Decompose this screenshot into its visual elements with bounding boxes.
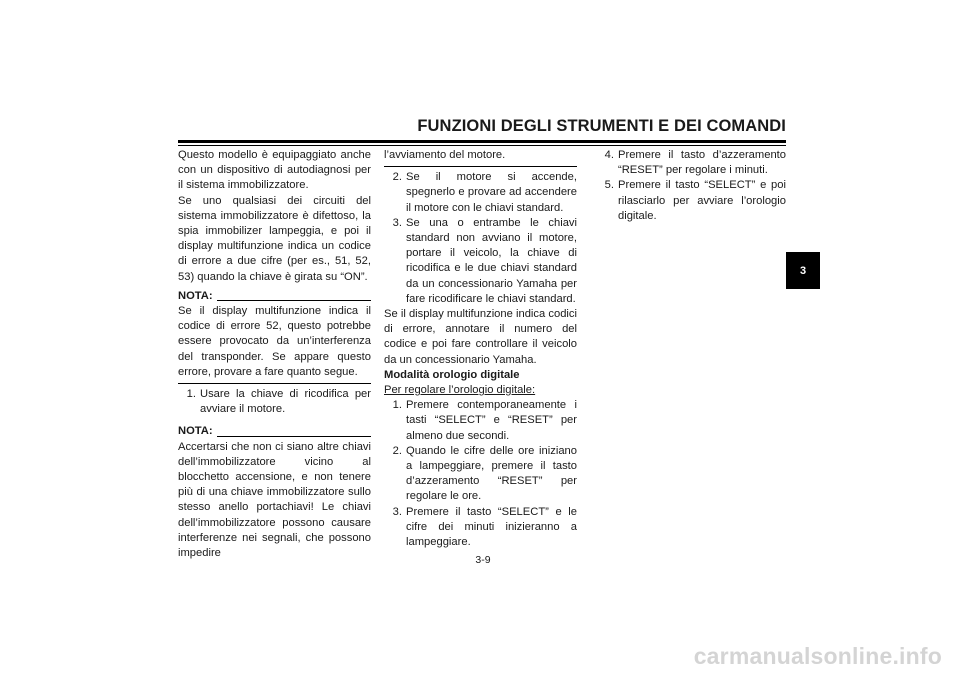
nota-text: Se il display multifunzione indica il codice di errore 52, questo potrebbe essere provocato da un’interferenza del transponder. Se appare questo errore, provare a fare quanto segue. [178,305,371,378]
header-rule-thin [178,145,786,146]
watermark: carmanualsonline.info [693,643,942,669]
nota-rule [217,300,371,301]
list-item [596,178,786,224]
list-number: 2. [392,171,402,184]
nota-heading [178,289,371,304]
list-item [384,216,577,307]
nota-label: NOTA: [178,425,213,438]
list-number: 3. [392,505,402,518]
list-text: Se una o entrambe le chiavi standard non avviano il motore, portare il veicolo, la chiave di ricodifica e le due chiavi standard da un concessionario Yamaha per fare ricodificare le chiavi standard. [406,216,577,305]
nota-text: Accertarsi che non ci siano altre chiavi dell’immobilizzatore vicino al blocchetto accensione, e non tenere più di una chiave immobilizzatore sullo stesso anello portachiavi! Le chiavi dell’immobilizzatore possono causare interferenze nei segnali, che possono impedire [178,440,371,560]
list-number: 4. [604,149,614,161]
list-text: Premere contemporaneamente i tasti “SELECT” e “RESET” per almeno due secondi. [406,399,577,442]
nota-rule [217,436,371,437]
nota-heading [178,424,371,439]
list-item [596,148,786,178]
section-heading: Modalità orologio digitale [384,368,520,381]
list-item [384,505,577,551]
list-text: Usare la chiave di ricodifica per avviare il motore. [200,388,371,416]
list-number: 5. [604,179,614,192]
paragraph-error-codes: Se il display multifunzione indica codici di errore, annotare il numero del codice e poi fare controllare il veicolo da un concessionario Yamaha. [384,308,577,366]
nota-end-rule [384,166,577,167]
list-item [178,387,371,417]
list-number: 1. [186,388,196,401]
list-item [384,170,577,216]
nota-end-rule [178,383,371,384]
nota-label: NOTA: [178,289,213,302]
right-column [596,148,786,224]
list-text: Premere il tasto “SELECT” e le cifre dei minuti inizieranno a lampeggiare. [406,505,577,549]
list-number: 3. [392,216,402,229]
list-item [384,398,577,444]
page-header-title: FUNZIONI DEGLI STRUMENTI E DEI COMANDI [417,117,786,135]
paragraph-circuits: Se uno qualsiasi dei circuiti del sistema immobilizzatore è difettoso, la spia immobilizer lampeggia, e poi il display multifunzione indica un codice di errore a due cifre (per es., 51, 52, 53) quando la chiave è girata su “ON”. [178,194,371,283]
subsection-heading: Per regolare l’orologio digitale: [384,384,536,397]
list-text: Quando le cifre delle ore iniziano a lampeggiare, premere il tasto d’azzeramento “RESET” per regolare le ore. [406,444,577,503]
list-text: Premere il tasto d’azzeramento “RESET” per regolare i minuti. [618,149,786,177]
list-number: 1. [392,399,402,412]
list-number: 2. [392,444,402,457]
list-text: Premere il tasto “SELECT” e poi rilasciarlo per avviare l’orologio digitale. [618,179,786,222]
chapter-tab: 3 [786,252,820,289]
middle-column [384,148,577,550]
list-item [384,444,577,505]
paragraph-continuation: l’avviamento del motore. [384,149,506,161]
left-column [178,148,371,561]
page-number: 3-9 [475,554,491,566]
paragraph-intro: Questo modello è equipaggiato anche con un dispositivo di autodiagnosi per il sistema immobilizzatore. [178,149,371,192]
header-rule-thick [178,140,786,143]
list-text: Se il motore si accende, spegnerlo e provare ad accendere il motore con le chiavi standard. [406,171,577,214]
